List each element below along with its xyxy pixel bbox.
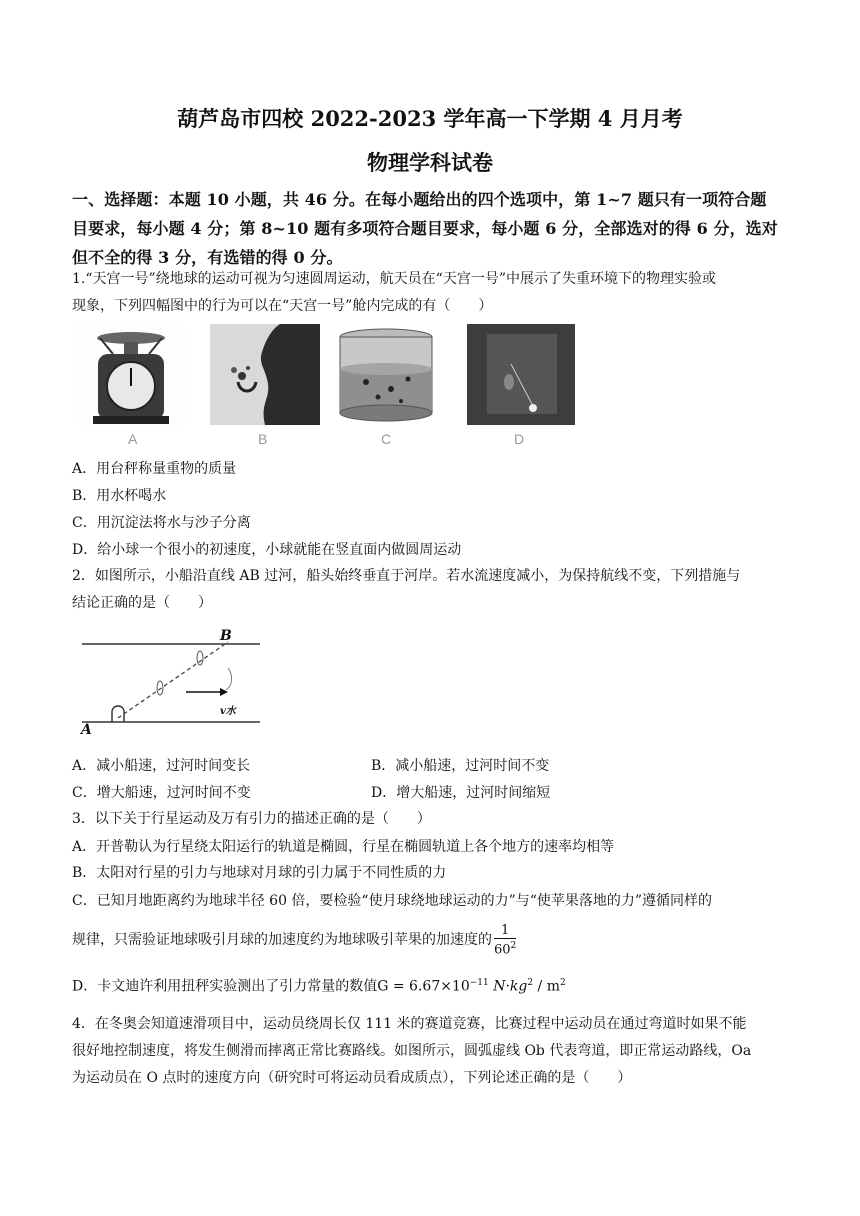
section-line: 一、选择题：本题 10 小题，共 46 分。在每小题给出的四个选项中，第 1~7 题只有一项符合题 [72, 190, 767, 209]
option-text: 规律，只需验证地球吸引月球的加速度约为地球吸引苹果的加速度的 [72, 932, 492, 948]
question-2-stem [72, 563, 796, 617]
drinking-figure [210, 324, 320, 425]
figure-caption: B [258, 431, 268, 447]
section-line: 目要求，每小题 4 分；第 8~10 题有多项符合题目要求，每小题 6 分，全部选对的得 6 分，选对 [72, 219, 778, 238]
option: C．用沉淀法将水与沙子分离 [72, 515, 251, 531]
question-line: 很好地控制速度，将发生侧滑而摔离正常比赛路线。如图所示，圆弧虚线 Ob 代表弯道，即正常运动路线，Oa [72, 1043, 752, 1059]
container-figure [336, 327, 436, 423]
question-line: 2．如图所示，小船沿直线 AB 过河，船头始终垂直于河岸。若水流速度减小，为保持航线不变，下列措施与 [72, 568, 741, 584]
scale-figure [78, 324, 185, 425]
formula-exp: 2 [527, 978, 534, 988]
fraction-denominator [494, 939, 516, 957]
option: A．用台秤称量重物的质量 [72, 461, 237, 477]
question-line: 1.“天宫一号”绕地球的运动可视为匀速圆周运动，航天员在“天宫一号”中展示了失重环境下的物理实验或 [72, 271, 716, 287]
question-1-stem [72, 266, 796, 320]
section-instructions [72, 185, 796, 272]
formula-unit: N·kg [488, 978, 528, 995]
den-exp: 2 [510, 940, 517, 951]
water-velocity-label: v水 [220, 706, 236, 717]
option: D．给小球一个很小的初速度，小球就能在竖直面内做圆周运动 [72, 542, 462, 558]
option-c-cont [72, 916, 516, 964]
question-3-stem: 3．以下关于行星运动及万有引力的描述正确的是（ ） [72, 811, 431, 827]
point-a-label: A [81, 722, 92, 738]
option: D．增大船速，过河时间缩短 [371, 785, 551, 801]
river-figure [78, 628, 264, 740]
option: A．减小船速，过河时间变长 [72, 758, 251, 774]
formula-unit: / m [533, 978, 561, 995]
section-line: 但不全的得 3 分，有选错的得 0 分。 [72, 248, 343, 267]
den-base: 60 [494, 942, 511, 958]
option-d [72, 972, 566, 998]
figure-caption: D [514, 431, 525, 447]
fraction [494, 923, 516, 957]
formula-exp: 2 [560, 978, 566, 988]
question-line: 为运动员在 O 点时的速度方向（研究时可将运动员看成质点），下列论述正确的是（ ） [72, 1070, 632, 1086]
option: B．太阳对行星的引力与地球对月球的引力属于不同性质的力 [72, 865, 447, 881]
point-b-label: B [220, 628, 232, 644]
pendulum-figure [467, 324, 575, 425]
figure-caption: A [128, 431, 138, 447]
question-line: 结论正确的是（ ） [72, 595, 212, 611]
formula: G = 6.67×10 [377, 978, 470, 995]
question-line: 4．在冬奥会知道速滑项目中，运动员绕周长仅 111 米的赛道竞赛，比赛过程中运动员在通过弯道时如果不能 [72, 1016, 747, 1032]
option: A．开普勒认为行星绕太阳运行的轨道是椭圆，行星在椭圆轨道上各个地方的速率均相等 [72, 839, 615, 855]
option-text: D．卡文迪许利用扭秤实验测出了引力常量的数值 [72, 978, 378, 995]
formula-exp: −11 [469, 978, 489, 988]
figure-caption: C [381, 431, 392, 447]
exam-title: 葫芦岛市四校 2022-2023 学年高一下学期 4 月月考 [177, 106, 683, 131]
option: C．已知月地距离约为地球半径 60 倍，要检验“使月球绕地球运动的力”与“使苹果落地的力”遵循同样的 [72, 893, 713, 909]
exam-subtitle: 物理学科试卷 [367, 150, 493, 175]
fraction-numerator: 1 [494, 923, 516, 939]
question-4-stem [72, 1011, 796, 1092]
option: B．减小船速，过河时间不变 [371, 758, 550, 774]
question-line: 现象，下列四幅图中的行为可以在“天宫一号”舱内完成的有（ ） [72, 298, 493, 314]
option: C．增大船速，过河时间不变 [72, 785, 251, 801]
option: B．用水杯喝水 [72, 488, 167, 504]
